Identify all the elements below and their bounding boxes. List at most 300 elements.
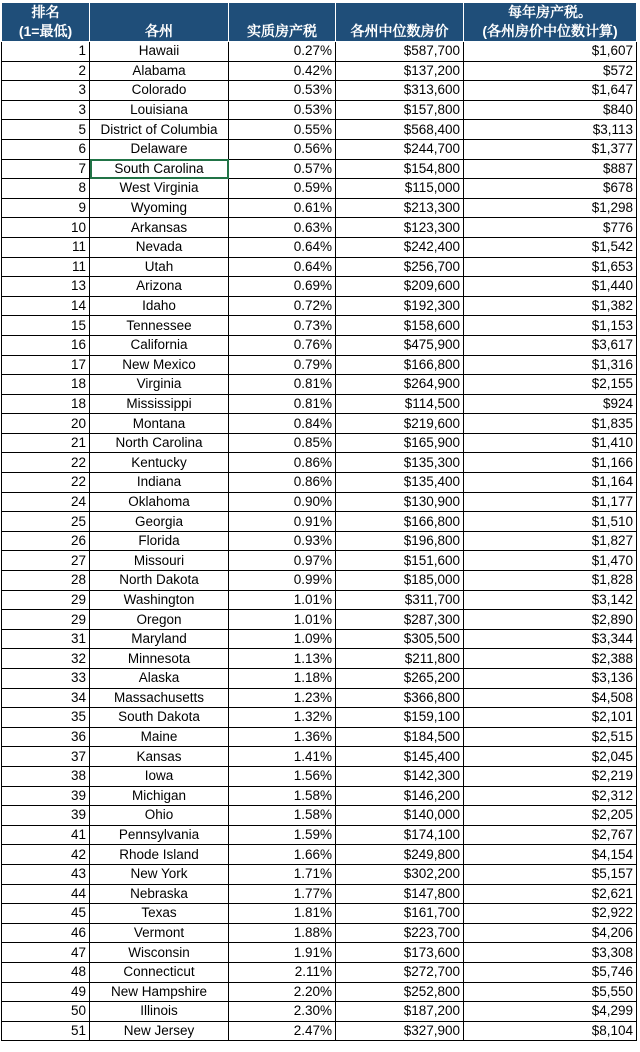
median-price-cell[interactable]: $313,600 [336,81,464,101]
median-price-cell[interactable]: $252,800 [336,982,464,1002]
rank-cell[interactable]: 34 [2,688,90,708]
rate-cell[interactable]: 0.57% [229,159,336,179]
state-cell[interactable]: Idaho [90,296,229,316]
rate-cell[interactable]: 0.93% [229,531,336,551]
header-annual-tax[interactable] [464,3,637,42]
rate-cell[interactable]: 0.64% [229,237,336,257]
state-cell[interactable]: Delaware [90,139,229,159]
median-price-cell[interactable]: $475,900 [336,335,464,355]
rate-cell[interactable]: 0.64% [229,257,336,277]
annual-tax-cell[interactable]: $3,113 [464,120,637,140]
table-row [2,218,637,238]
rate-cell[interactable]: 1.01% [229,590,336,610]
state-cell[interactable]: Mississippi [90,394,229,414]
rank-cell[interactable]: 15 [2,316,90,336]
median-price-cell[interactable]: $568,400 [336,120,464,140]
median-price-cell[interactable]: $242,400 [336,237,464,257]
median-price-cell[interactable]: $123,300 [336,218,464,238]
annual-tax-cell[interactable]: $1,647 [464,81,637,101]
state-cell[interactable]: Oregon [90,610,229,630]
table-row [2,610,637,630]
table-row [2,825,637,845]
state-cell[interactable]: Iowa [90,766,229,786]
rate-cell[interactable]: 1.59% [229,825,336,845]
annual-tax-cell[interactable]: $2,515 [464,727,637,747]
table-row [2,237,637,257]
state-cell[interactable]: South Carolina [90,159,229,179]
annual-tax-cell[interactable]: $2,621 [464,884,637,904]
rate-cell[interactable]: 2.20% [229,982,336,1002]
rank-cell[interactable]: 33 [2,669,90,689]
state-cell[interactable]: Illinois [90,1002,229,1022]
median-price-cell[interactable]: $158,600 [336,316,464,336]
rank-cell[interactable]: 9 [2,198,90,218]
rate-cell[interactable]: 2.30% [229,1002,336,1022]
table-row [2,473,637,493]
rate-cell[interactable]: 1.58% [229,806,336,826]
state-cell[interactable]: Maine [90,727,229,747]
median-price-cell[interactable]: $145,400 [336,747,464,767]
rank-cell[interactable]: 10 [2,218,90,238]
median-price-cell[interactable]: $305,500 [336,629,464,649]
annual-tax-cell[interactable]: $3,617 [464,335,637,355]
rate-cell[interactable]: 1.09% [229,629,336,649]
annual-tax-cell[interactable]: $1,470 [464,551,637,571]
rank-cell[interactable]: 35 [2,708,90,728]
rate-cell[interactable]: 0.91% [229,512,336,532]
table-row [2,257,637,277]
rate-cell[interactable]: 0.81% [229,394,336,414]
median-price-cell[interactable]: $185,000 [336,571,464,591]
table-row [2,962,637,982]
rank-cell[interactable]: 1 [2,42,90,62]
annual-tax-cell[interactable]: $2,922 [464,904,637,924]
median-price-cell[interactable]: $265,200 [336,669,464,689]
annual-tax-cell[interactable]: $8,104 [464,1021,637,1041]
state-cell[interactable]: District of Columbia [90,120,229,140]
state-cell[interactable]: Kansas [90,747,229,767]
table-row [2,864,637,884]
annual-tax-cell[interactable]: $4,299 [464,1002,637,1022]
table-row [2,414,637,434]
median-price-cell[interactable]: $244,700 [336,139,464,159]
annual-tax-cell[interactable]: $1,653 [464,257,637,277]
rank-cell[interactable]: 13 [2,277,90,297]
table-row [2,433,637,453]
median-price-cell[interactable]: $587,700 [336,42,464,62]
table-row [2,81,637,101]
annual-tax-cell[interactable]: $887 [464,159,637,179]
rate-cell[interactable]: 0.59% [229,179,336,199]
table-row [2,453,637,473]
state-cell[interactable]: Oklahoma [90,492,229,512]
median-price-cell[interactable]: $311,700 [336,590,464,610]
median-price-cell[interactable]: $146,200 [336,786,464,806]
rate-cell[interactable]: 0.63% [229,218,336,238]
annual-tax-cell[interactable]: $1,177 [464,492,637,512]
annual-tax-cell[interactable]: $678 [464,179,637,199]
rank-cell[interactable]: 20 [2,414,90,434]
rank-cell[interactable]: 27 [2,551,90,571]
rank-cell[interactable]: 17 [2,355,90,375]
header-rank-line2: (1=最低) [18,23,73,39]
state-cell[interactable]: Alaska [90,669,229,689]
rank-cell[interactable]: 49 [2,982,90,1002]
state-cell[interactable]: North Carolina [90,433,229,453]
table-row [2,512,637,532]
state-cell[interactable]: Pennsylvania [90,825,229,845]
rate-cell[interactable]: 1.88% [229,923,336,943]
median-price-cell[interactable]: $166,800 [336,512,464,532]
header-rank-line1: 排名 [31,4,60,20]
rank-cell[interactable]: 51 [2,1021,90,1041]
table-row [2,923,637,943]
median-price-cell[interactable]: $142,300 [336,766,464,786]
median-price-cell[interactable]: $137,200 [336,61,464,81]
rank-cell[interactable]: 24 [2,492,90,512]
rate-cell[interactable]: 1.01% [229,610,336,630]
rate-cell[interactable]: 1.32% [229,708,336,728]
rate-cell[interactable]: 1.66% [229,845,336,865]
rank-cell[interactable]: 31 [2,629,90,649]
state-cell[interactable]: Massachusetts [90,688,229,708]
header-tax-line1: 每年房产税。 [508,4,592,20]
rate-cell[interactable]: 0.73% [229,316,336,336]
rank-cell[interactable]: 11 [2,237,90,257]
state-cell[interactable]: Maryland [90,629,229,649]
median-price-cell[interactable]: $184,500 [336,727,464,747]
rate-cell[interactable]: 1.18% [229,669,336,689]
annual-tax-cell[interactable]: $1,377 [464,139,637,159]
table-row [2,786,637,806]
median-price-cell[interactable]: $219,600 [336,414,464,434]
median-price-cell[interactable]: $114,500 [336,394,464,414]
state-cell[interactable]: South Dakota [90,708,229,728]
rate-cell[interactable]: 0.85% [229,433,336,453]
annual-tax-cell[interactable]: $2,219 [464,766,637,786]
table-row [2,943,637,963]
rate-cell[interactable]: 2.11% [229,962,336,982]
median-price-cell[interactable]: $366,800 [336,688,464,708]
median-price-cell[interactable]: $154,800 [336,159,464,179]
state-cell[interactable]: Alabama [90,61,229,81]
annual-tax-cell[interactable]: $776 [464,218,637,238]
rate-cell[interactable]: 0.27% [229,42,336,62]
annual-tax-cell[interactable]: $3,136 [464,669,637,689]
table-row [2,394,637,414]
table-row [2,277,637,297]
rate-cell[interactable]: 0.86% [229,473,336,493]
annual-tax-cell[interactable]: $1,164 [464,473,637,493]
rate-cell[interactable]: 1.77% [229,884,336,904]
median-price-cell[interactable]: $211,800 [336,649,464,669]
median-price-cell[interactable]: $327,900 [336,1021,464,1041]
state-cell[interactable]: Arizona [90,277,229,297]
rank-cell[interactable]: 3 [2,100,90,120]
state-cell[interactable]: Louisiana [90,100,229,120]
rate-cell[interactable]: 0.53% [229,100,336,120]
rank-cell[interactable]: 2 [2,61,90,81]
annual-tax-cell[interactable]: $3,142 [464,590,637,610]
rank-cell[interactable]: 25 [2,512,90,532]
rank-cell[interactable]: 38 [2,766,90,786]
annual-tax-cell[interactable]: $1,828 [464,571,637,591]
annual-tax-cell[interactable]: $1,153 [464,316,637,336]
table-row [2,806,637,826]
median-price-cell[interactable]: $115,000 [336,179,464,199]
rate-cell[interactable]: 0.99% [229,571,336,591]
state-cell[interactable]: New Jersey [90,1021,229,1041]
table-row [2,688,637,708]
rank-cell[interactable]: 26 [2,531,90,551]
annual-tax-cell[interactable]: $1,382 [464,296,637,316]
rate-cell[interactable]: 0.76% [229,335,336,355]
annual-tax-cell[interactable]: $1,510 [464,512,637,532]
median-price-cell[interactable]: $147,800 [336,884,464,904]
annual-tax-cell[interactable]: $572 [464,61,637,81]
rank-cell[interactable]: 44 [2,884,90,904]
state-cell[interactable]: Florida [90,531,229,551]
rank-cell[interactable]: 41 [2,825,90,845]
median-price-cell[interactable]: $209,600 [336,277,464,297]
rate-cell[interactable]: 0.55% [229,120,336,140]
table-row [2,296,637,316]
median-price-cell[interactable]: $192,300 [336,296,464,316]
rank-cell[interactable]: 8 [2,179,90,199]
state-cell[interactable]: Missouri [90,551,229,571]
table-body [2,42,637,1041]
table-row [2,159,637,179]
annual-tax-cell[interactable]: $2,045 [464,747,637,767]
median-price-cell[interactable]: $272,700 [336,962,464,982]
rank-cell[interactable]: 39 [2,786,90,806]
annual-tax-cell[interactable]: $1,827 [464,531,637,551]
state-cell[interactable]: Indiana [90,473,229,493]
state-cell[interactable]: Virginia [90,375,229,395]
state-cell[interactable]: Nevada [90,237,229,257]
table-row [2,492,637,512]
rank-cell[interactable]: 5 [2,120,90,140]
median-price-cell[interactable]: $157,800 [336,100,464,120]
annual-tax-cell[interactable]: $4,206 [464,923,637,943]
annual-tax-cell[interactable]: $840 [464,100,637,120]
rate-cell[interactable]: 0.72% [229,296,336,316]
rate-cell[interactable]: 0.42% [229,61,336,81]
state-cell[interactable]: North Dakota [90,571,229,591]
rank-cell[interactable]: 14 [2,296,90,316]
table-row [2,708,637,728]
rank-cell[interactable]: 36 [2,727,90,747]
table-row [2,590,637,610]
state-cell[interactable]: New Mexico [90,355,229,375]
rate-cell[interactable]: 1.41% [229,747,336,767]
table-row [2,551,637,571]
rate-cell[interactable]: 0.84% [229,414,336,434]
state-cell[interactable]: Minnesota [90,649,229,669]
median-price-cell[interactable]: $256,700 [336,257,464,277]
median-price-cell[interactable]: $287,300 [336,610,464,630]
median-price-cell[interactable]: $166,800 [336,355,464,375]
state-cell[interactable]: Michigan [90,786,229,806]
table-row [2,61,637,81]
state-cell[interactable]: Colorado [90,81,229,101]
rate-cell[interactable]: 0.69% [229,277,336,297]
annual-tax-cell[interactable]: $1,410 [464,433,637,453]
rate-cell[interactable]: 1.56% [229,766,336,786]
rank-cell[interactable]: 16 [2,335,90,355]
table-row [2,120,637,140]
state-cell[interactable]: Washington [90,590,229,610]
header-median-price[interactable]: 各州中位数房价 [336,3,464,42]
state-cell[interactable]: Kentucky [90,453,229,473]
state-cell[interactable]: Nebraska [90,884,229,904]
annual-tax-cell[interactable]: $5,157 [464,864,637,884]
table-row [2,139,637,159]
table-row [2,42,637,62]
rank-cell[interactable]: 47 [2,943,90,963]
table-row [2,845,637,865]
median-price-cell[interactable]: $173,600 [336,943,464,963]
rate-cell[interactable]: 0.81% [229,375,336,395]
state-cell[interactable]: West Virginia [90,179,229,199]
median-price-cell[interactable]: $264,900 [336,375,464,395]
annual-tax-cell[interactable]: $1,607 [464,42,637,62]
rank-cell[interactable]: 48 [2,962,90,982]
rank-cell[interactable]: 28 [2,571,90,591]
median-price-cell[interactable]: $161,700 [336,904,464,924]
rate-cell[interactable]: 0.61% [229,198,336,218]
median-price-cell[interactable]: $187,200 [336,1002,464,1022]
rate-cell[interactable]: 1.13% [229,649,336,669]
median-price-cell[interactable]: $130,900 [336,492,464,512]
median-price-cell[interactable]: $135,300 [336,453,464,473]
annual-tax-cell[interactable]: $2,101 [464,708,637,728]
median-price-cell[interactable]: $140,000 [336,806,464,826]
state-cell[interactable]: Connecticut [90,962,229,982]
header-rank[interactable] [2,3,90,42]
rank-cell[interactable]: 6 [2,139,90,159]
rate-cell[interactable]: 1.81% [229,904,336,924]
state-cell[interactable]: Rhode Island [90,845,229,865]
annual-tax-cell[interactable]: $1,440 [464,277,637,297]
table-row [2,629,637,649]
rank-cell[interactable]: 29 [2,590,90,610]
median-price-cell[interactable]: $165,900 [336,433,464,453]
annual-tax-cell[interactable]: $1,166 [464,453,637,473]
median-price-cell[interactable]: $213,300 [336,198,464,218]
rate-cell[interactable]: 0.90% [229,492,336,512]
median-price-cell[interactable]: $196,800 [336,531,464,551]
rank-cell[interactable]: 50 [2,1002,90,1022]
state-cell[interactable]: Vermont [90,923,229,943]
rank-cell[interactable]: 37 [2,747,90,767]
annual-tax-cell[interactable]: $5,550 [464,982,637,1002]
median-price-cell[interactable]: $302,200 [336,864,464,884]
header-rate[interactable]: 实质房产税 [229,3,336,42]
annual-tax-cell[interactable]: $2,767 [464,825,637,845]
annual-tax-cell[interactable]: $2,312 [464,786,637,806]
median-price-cell[interactable]: $174,100 [336,825,464,845]
rank-cell[interactable]: 7 [2,159,90,179]
rate-cell[interactable]: 1.23% [229,688,336,708]
rate-cell[interactable]: 0.79% [229,355,336,375]
rate-cell[interactable]: 0.53% [229,81,336,101]
rank-cell[interactable]: 22 [2,473,90,493]
state-cell[interactable]: California [90,335,229,355]
rate-cell[interactable]: 1.58% [229,786,336,806]
rate-cell[interactable]: 1.91% [229,943,336,963]
median-price-cell[interactable]: $151,600 [336,551,464,571]
annual-tax-cell[interactable]: $1,542 [464,237,637,257]
annual-tax-cell[interactable]: $4,154 [464,845,637,865]
annual-tax-cell[interactable]: $1,835 [464,414,637,434]
annual-tax-cell[interactable]: $924 [464,394,637,414]
rank-cell[interactable]: 42 [2,845,90,865]
table-row [2,100,637,120]
state-cell[interactable]: Ohio [90,806,229,826]
rate-cell[interactable]: 1.71% [229,864,336,884]
annual-tax-cell[interactable]: $2,155 [464,375,637,395]
annual-tax-cell[interactable]: $1,316 [464,355,637,375]
state-cell[interactable]: Wyoming [90,198,229,218]
state-cell[interactable]: Arkansas [90,218,229,238]
rate-cell[interactable]: 0.56% [229,139,336,159]
annual-tax-cell[interactable]: $4,508 [464,688,637,708]
rank-cell[interactable]: 46 [2,923,90,943]
table-row [2,904,637,924]
rank-cell[interactable]: 21 [2,433,90,453]
rank-cell[interactable]: 22 [2,453,90,473]
table-row [2,198,637,218]
rank-cell[interactable]: 18 [2,375,90,395]
rate-cell[interactable]: 0.86% [229,453,336,473]
rate-cell[interactable]: 1.36% [229,727,336,747]
median-price-cell[interactable]: $223,700 [336,923,464,943]
rate-cell[interactable]: 0.97% [229,551,336,571]
rank-cell[interactable]: 29 [2,610,90,630]
state-cell[interactable]: Wisconsin [90,943,229,963]
state-cell[interactable]: Tennessee [90,316,229,336]
annual-tax-cell[interactable]: $2,890 [464,610,637,630]
state-cell[interactable]: Montana [90,414,229,434]
state-cell[interactable]: New Hampshire [90,982,229,1002]
annual-tax-cell[interactable]: $2,205 [464,806,637,826]
annual-tax-cell[interactable]: $3,308 [464,943,637,963]
state-cell[interactable]: Georgia [90,512,229,532]
state-cell[interactable]: New York [90,864,229,884]
median-price-cell[interactable]: $135,400 [336,473,464,493]
annual-tax-cell[interactable]: $2,388 [464,649,637,669]
table-row [2,531,637,551]
rank-cell[interactable]: 11 [2,257,90,277]
rate-cell[interactable]: 2.47% [229,1021,336,1041]
header-state[interactable]: 各州 [90,3,229,42]
annual-tax-cell[interactable]: $1,298 [464,198,637,218]
annual-tax-cell[interactable]: $5,746 [464,962,637,982]
state-cell[interactable]: Texas [90,904,229,924]
rank-cell[interactable]: 3 [2,81,90,101]
state-cell[interactable]: Utah [90,257,229,277]
state-cell[interactable]: Hawaii [90,42,229,62]
rank-cell[interactable]: 43 [2,864,90,884]
median-price-cell[interactable]: $249,800 [336,845,464,865]
rank-cell[interactable]: 18 [2,394,90,414]
median-price-cell[interactable]: $159,100 [336,708,464,728]
rank-cell[interactable]: 45 [2,904,90,924]
annual-tax-cell[interactable]: $3,344 [464,629,637,649]
rank-cell[interactable]: 32 [2,649,90,669]
rank-cell[interactable]: 39 [2,806,90,826]
